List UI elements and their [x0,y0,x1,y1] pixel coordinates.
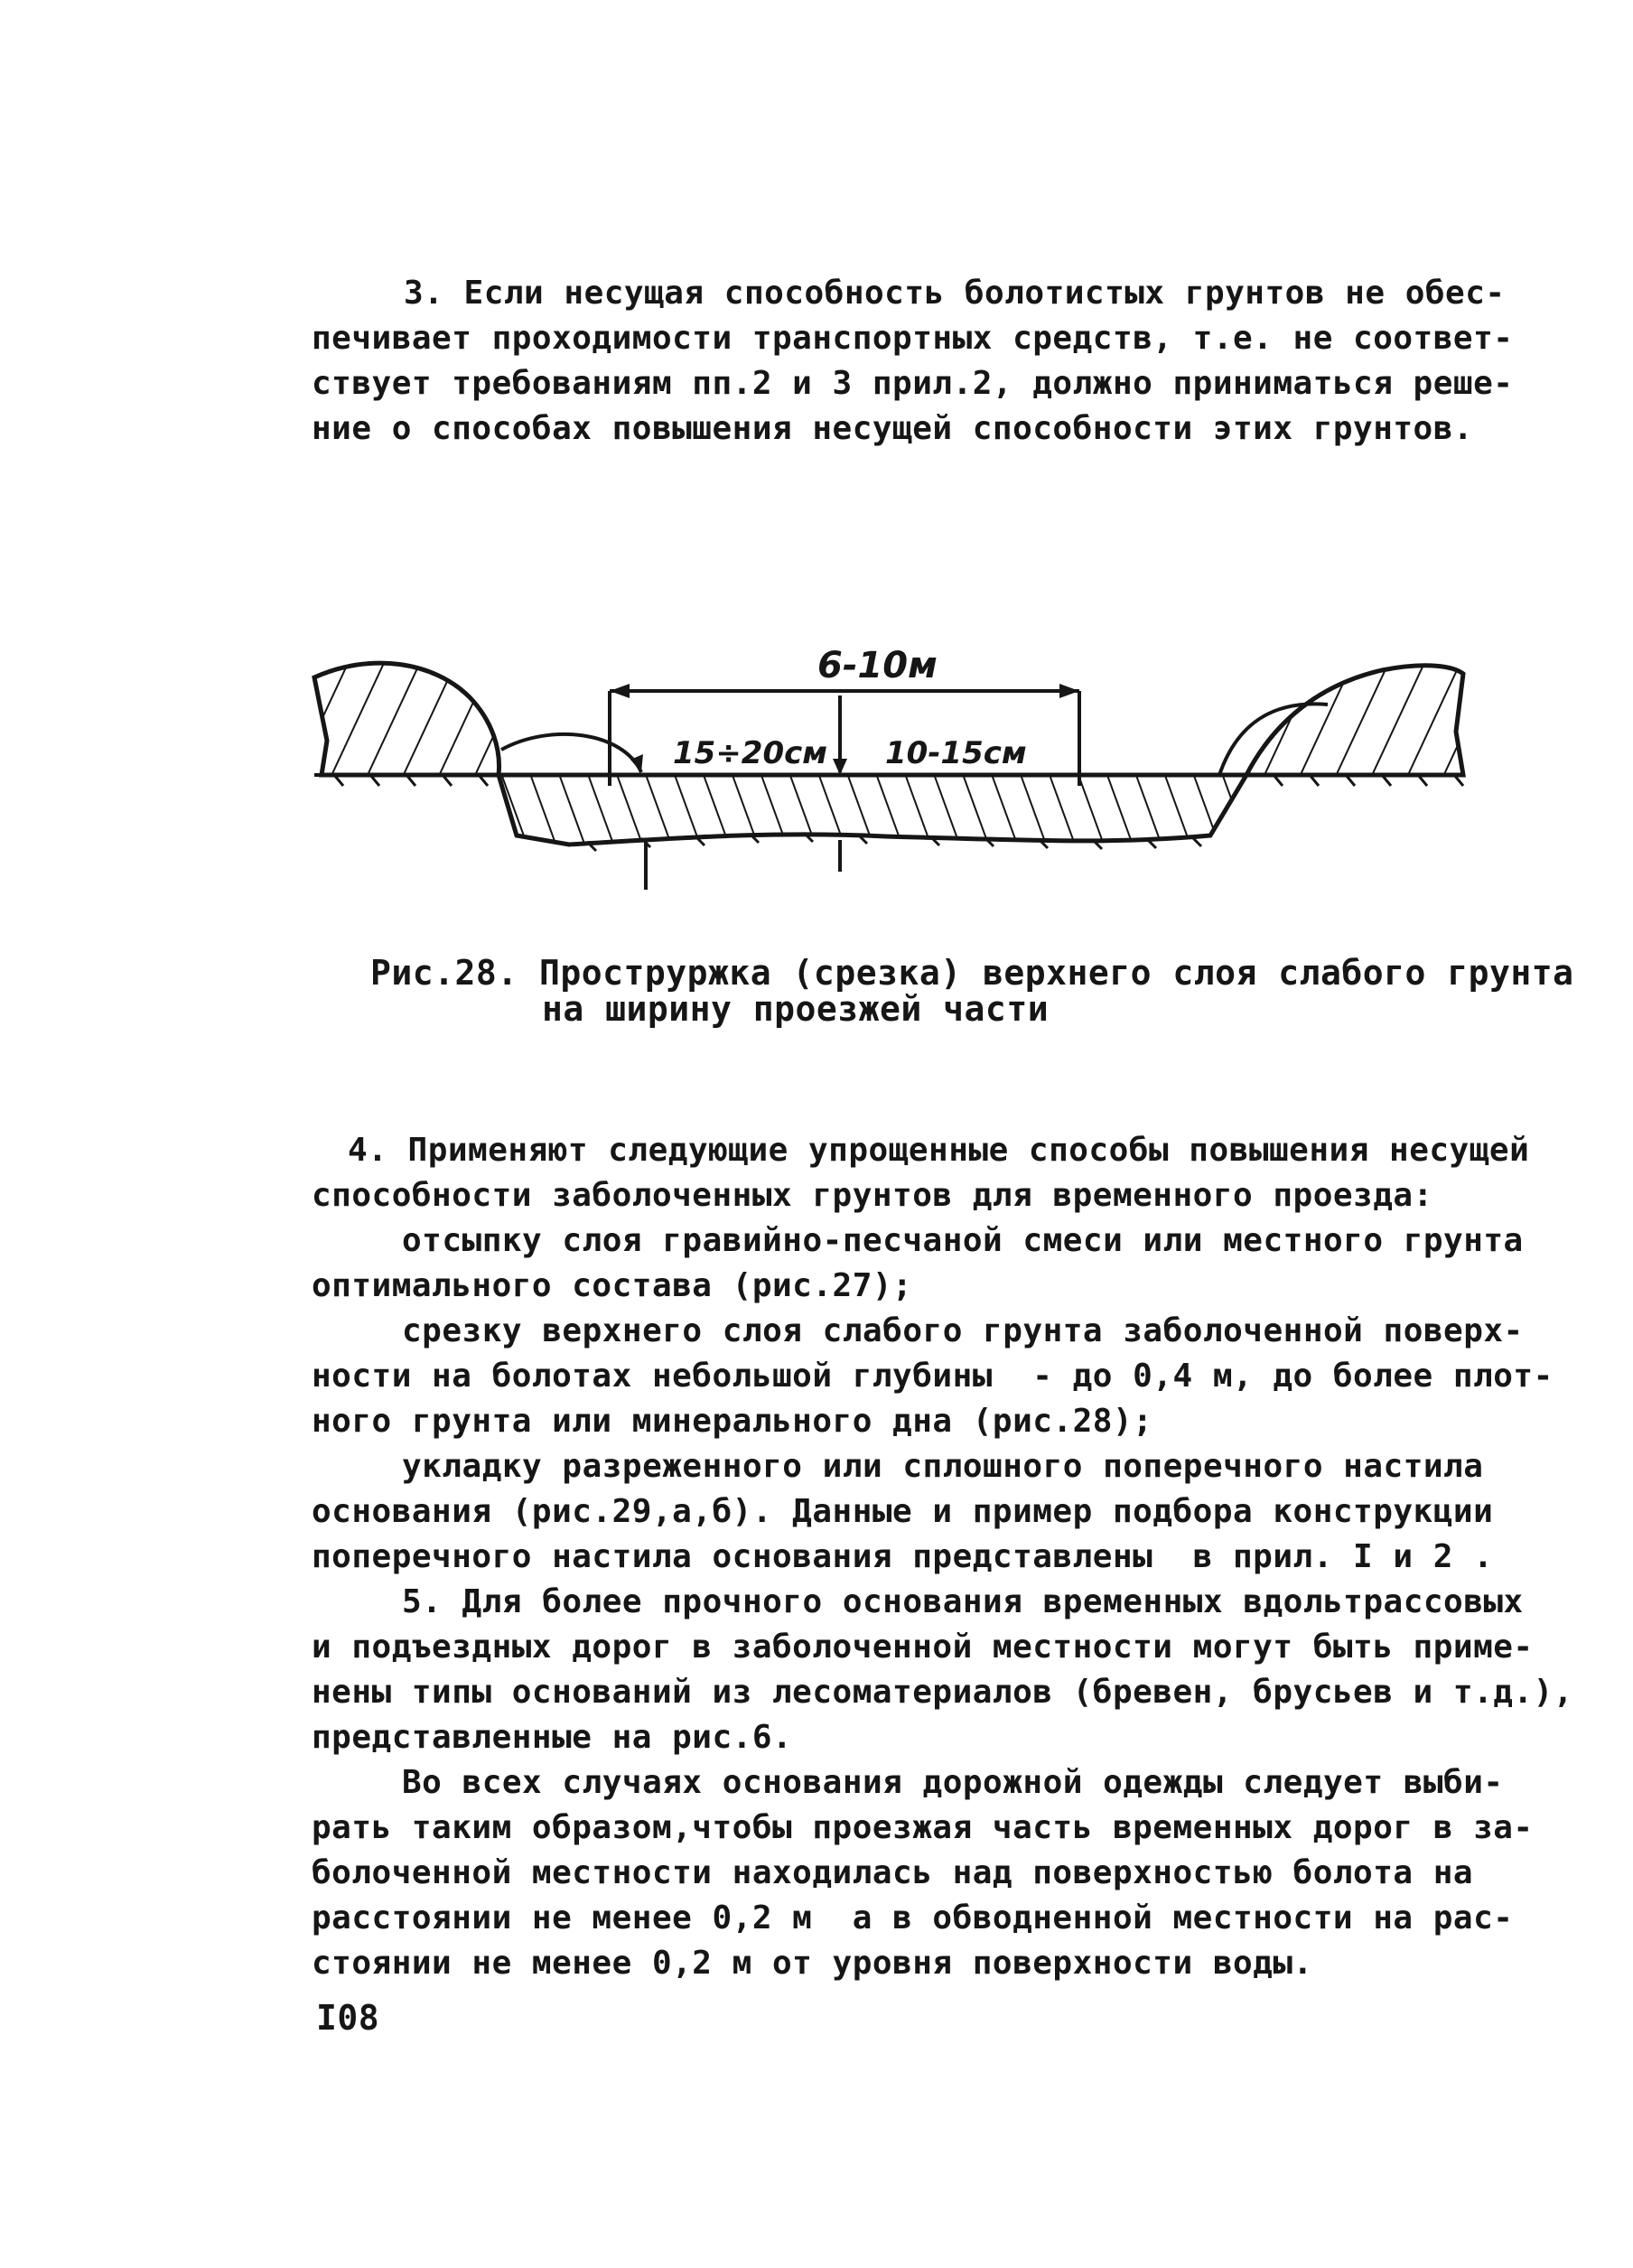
body-line-5: срезку верхнего слоя слабого грунта заболоченной поверх- [402,1312,1524,1349]
body-line-18: расстоянии не менее 0,2 м а в обводненной местности на рас- [312,1899,1514,1937]
body-line-7: ного грунта или минерального дна (рис.28); [312,1403,1153,1440]
body-line-8: укладку разреженного или сплошного поперечного настила [402,1448,1484,1485]
dimension-width-label: 6-10м [817,645,938,686]
para3-line-2: печивает проходимости транспортных средств, т.е. не соответ- [312,320,1514,357]
body-line-1: 4. Применяют следующие упрощенные способы повышения несущей [348,1132,1530,1169]
figure-caption-line-1: Рис.28. Проструржка (срезка) верхнего слоя слабого грунта [370,953,1574,993]
left-embankment [314,663,499,775]
dimension-center-label: 10-15см [885,735,1027,771]
dimension-left-label: 15÷20см [673,735,828,771]
body-line-10: поперечного настила основания представлены в прил. I и 2 . [312,1538,1494,1575]
para3-line-3: ствует требованиям пп.2 и 3 прил.2, должно приниматься реше- [312,365,1514,402]
body-line-2: способности заболоченных грунтов для временного проезда: [312,1177,1433,1214]
body-line-9: основания (рис.29,а,б). Данные и пример подбора конструкции [312,1493,1494,1530]
para3-line-4: ние о способах повышения несущей способности этих грунтов. [312,410,1474,447]
body-line-4: оптимального состава (рис.27); [312,1267,913,1304]
body-line-12: и подъездных дорог в заболоченной местности могут быть приме- [312,1629,1534,1666]
body-line-15: Во всех случаях основания дорожной одежды следует выби- [402,1764,1504,1801]
body-line-14: представленные на рис.6. [312,1719,793,1756]
body-line-3: отсыпку слоя гравийно-песчаной смеси или местного грунта [402,1222,1524,1259]
body-line-16: рать таким образом,чтобы проезжая часть временных дорог в за- [312,1809,1534,1846]
body-line-17: болоченной местности находилась над поверхностью болота на [312,1854,1474,1891]
body-line-13: нены типы оснований из лесоматериалов (бревен, брусьев и т.д.), [312,1674,1573,1711]
page-number: I08 [316,1998,380,2038]
body-line-19: стоянии не менее 0,2 м от уровня поверхности воды. [312,1945,1313,1982]
body-line-6: ности на болотах небольшой глубины - до 0,4 м, до более плот- [312,1358,1554,1395]
body-line-11: 5. Для более прочного основания временных вдольтрассовых [402,1583,1524,1620]
figure-caption-line-2: на ширину проезжей части [542,989,1050,1029]
right-embankment [1246,666,1463,775]
figure-28-diagram [298,614,1472,903]
para3-line-1: 3. Если несущая способность болотистых грунтов не обес- [404,275,1506,312]
